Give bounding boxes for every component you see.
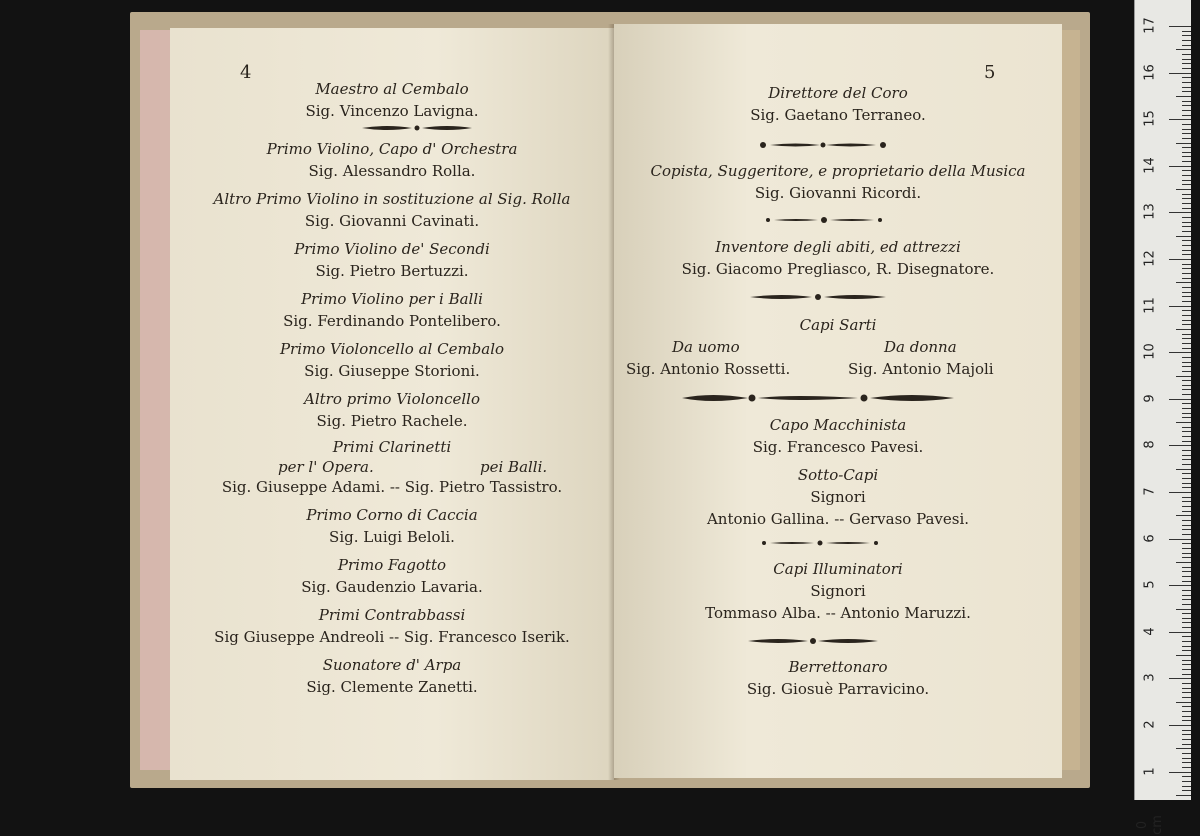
ruler-tick xyxy=(1182,786,1191,787)
ruler-tick xyxy=(1182,408,1191,409)
ruler-tick xyxy=(1182,641,1191,642)
entry-role: Primo Violoncello al Cembalo xyxy=(279,340,505,358)
ruler-tick xyxy=(1182,217,1191,218)
ruler-tick xyxy=(1182,711,1191,712)
ruler-tick xyxy=(1176,49,1191,50)
ruler-number: 6 xyxy=(1142,533,1158,543)
ruler-tick xyxy=(1182,296,1191,297)
ruler-tick xyxy=(1169,492,1191,493)
ornament-divider xyxy=(764,215,884,225)
ruler-tick xyxy=(1182,338,1191,339)
entry-direttore-coro xyxy=(614,82,1062,126)
ruler-tick xyxy=(1182,115,1191,116)
ruler-tick xyxy=(1182,63,1191,64)
clarinetti-title-text: Primi Clarinetti xyxy=(332,438,452,456)
ruler-tick xyxy=(1182,758,1191,759)
ruler-tick xyxy=(1182,268,1191,269)
ruler-tick xyxy=(1182,511,1191,512)
ruler-tick xyxy=(1182,473,1191,474)
ruler-tick xyxy=(1176,189,1191,190)
ruler-tick xyxy=(1182,455,1191,456)
ruler-tick xyxy=(1182,567,1191,568)
ruler-tick xyxy=(1182,105,1191,106)
entry-name: Sig Giuseppe Andreoli -- Sig. Francesco Iserik. xyxy=(214,628,570,646)
ruler-tick xyxy=(1176,329,1191,330)
ruler-tick xyxy=(1182,362,1191,363)
ruler-tick xyxy=(1182,31,1191,32)
entry-name: Sig. Giacomo Pregliasco, R. Disegnatore. xyxy=(681,260,995,278)
ruler-tick xyxy=(1182,478,1191,479)
ruler-tick xyxy=(1176,143,1191,144)
ornament-divider xyxy=(750,292,886,302)
ruler-tick xyxy=(1182,622,1191,623)
ruler-tick xyxy=(1182,417,1191,418)
ruler-tick xyxy=(1182,739,1191,740)
ruler-tick xyxy=(1182,543,1191,544)
entry-corno-caccia xyxy=(170,504,614,548)
ornament-divider xyxy=(760,538,880,548)
ruler-tick xyxy=(1182,320,1191,321)
ruler-tick xyxy=(1182,245,1191,246)
clarinetti-title xyxy=(170,436,614,458)
ruler-tick xyxy=(1182,129,1191,130)
entry-signori: Signori xyxy=(810,582,866,600)
ruler-tick xyxy=(1182,371,1191,372)
entry-violino-secondi xyxy=(170,238,614,282)
ruler-tick xyxy=(1169,73,1191,74)
ruler-tick xyxy=(1182,180,1191,181)
ruler-tick xyxy=(1182,664,1191,665)
ruler-tick xyxy=(1182,590,1191,591)
ruler-tick xyxy=(1182,688,1191,689)
ruler-tick xyxy=(1182,604,1191,605)
ruler-tick xyxy=(1182,520,1191,521)
entry-capo-macchinista xyxy=(614,414,1062,458)
ruler-tick xyxy=(1182,334,1191,335)
entry-arpa xyxy=(170,654,614,698)
ruler-tick xyxy=(1176,376,1191,377)
entry-role: Capi Illuminatori xyxy=(773,560,903,578)
ruler-tick xyxy=(1182,310,1191,311)
ruler-tick xyxy=(1182,133,1191,134)
ruler-tick xyxy=(1176,422,1191,423)
ruler-tick xyxy=(1169,632,1191,633)
entry-violino-balli xyxy=(170,288,614,332)
ruler-tick xyxy=(1182,138,1191,139)
entry-role: Maestro al Cembalo xyxy=(315,80,469,98)
ruler-tick xyxy=(1182,343,1191,344)
ruler-tick xyxy=(1182,54,1191,55)
ruler-tick xyxy=(1182,82,1191,83)
ruler-tick xyxy=(1182,683,1191,684)
ruler-tick xyxy=(1182,636,1191,637)
ruler-tick xyxy=(1169,725,1191,726)
ruler-tick xyxy=(1182,436,1191,437)
ruler-tick xyxy=(1182,184,1191,185)
sarti-name-uomo: Sig. Antonio Rossetti. xyxy=(626,360,791,378)
ruler-number: 0 cm xyxy=(1135,815,1165,836)
ruler-tick xyxy=(1182,762,1191,763)
ruler-tick xyxy=(1182,595,1191,596)
ruler-tick xyxy=(1182,77,1191,78)
ruler-tick xyxy=(1182,459,1191,460)
ruler-tick xyxy=(1176,562,1191,563)
ruler-tick xyxy=(1182,389,1191,390)
entry-role: Altro Primo Violino in sostituzione al Sig. Rolla xyxy=(213,190,571,208)
ruler-tick xyxy=(1182,170,1191,171)
clarinetti-names xyxy=(170,476,614,498)
ruler-number: 16 xyxy=(1142,63,1158,81)
ruler-tick xyxy=(1182,576,1191,577)
ruler-tick xyxy=(1182,497,1191,498)
entry-inventore-abiti xyxy=(614,236,1062,280)
ruler-tick xyxy=(1182,581,1191,582)
ruler-tick xyxy=(1182,744,1191,745)
entry-capi-illuminatori xyxy=(614,558,1062,624)
ruler-tick xyxy=(1176,795,1191,796)
ruler-tick xyxy=(1182,380,1191,381)
ruler-tick xyxy=(1176,515,1191,516)
entry-role: Primi Contrabbassi xyxy=(318,606,466,624)
ruler-tick xyxy=(1182,627,1191,628)
ruler-tick xyxy=(1182,35,1191,36)
ruler-tick xyxy=(1182,529,1191,530)
ruler-tick xyxy=(1182,767,1191,768)
entry-role: Primo Violino, Capo d' Orchestra xyxy=(266,140,518,158)
entry-altro-primo-violino xyxy=(170,188,614,232)
clarinetti-names-text: Sig. Giuseppe Adami. -- Sig. Pietro Tassistro. xyxy=(221,478,563,496)
ruler-tick xyxy=(1182,175,1191,176)
entry-name: Sig. Alessandro Rolla. xyxy=(308,162,476,180)
ruler-number: 4 xyxy=(1142,627,1158,636)
entry-name: Tommaso Alba. -- Antonio Maruzzi. xyxy=(705,604,971,622)
entry-signori: Signori xyxy=(810,488,866,506)
entry-name: Antonio Gallina. -- Gervaso Pavesi. xyxy=(706,510,970,528)
ruler-tick xyxy=(1182,101,1191,102)
ruler-tick xyxy=(1176,748,1191,749)
ruler-tick xyxy=(1182,413,1191,414)
ruler-tick xyxy=(1182,226,1191,227)
ruler-tick xyxy=(1176,96,1191,97)
ruler-tick xyxy=(1182,110,1191,111)
ruler-tick xyxy=(1182,753,1191,754)
ruler-tick xyxy=(1176,702,1191,703)
ornament-divider xyxy=(748,636,878,646)
entry-role: Suonatore d' Arpa xyxy=(322,656,462,674)
ruler-tick xyxy=(1182,147,1191,148)
ruler-number: 14 xyxy=(1142,157,1158,174)
ruler-tick xyxy=(1182,553,1191,554)
ruler-tick xyxy=(1182,91,1191,92)
clarinetti-sub-balli: pei Balli. xyxy=(480,458,548,476)
ruler-tick xyxy=(1182,301,1191,302)
ruler-tick xyxy=(1169,166,1191,167)
ruler-tick xyxy=(1182,669,1191,670)
ruler-tick xyxy=(1176,609,1191,610)
ruler-tick xyxy=(1182,292,1191,293)
ruler-tick xyxy=(1169,26,1191,27)
ruler-number: 15 xyxy=(1142,110,1158,127)
entry-name: Sig. Luigi Beloli. xyxy=(329,528,455,546)
entry-name: Sig. Giovanni Cavinati. xyxy=(304,212,480,230)
ruler-number: 17 xyxy=(1142,17,1158,34)
entry-berrettonaro xyxy=(614,656,1062,700)
ruler-tick xyxy=(1182,231,1191,232)
ruler-tick xyxy=(1182,646,1191,647)
ruler-tick xyxy=(1182,776,1191,777)
ruler-tick xyxy=(1182,730,1191,731)
entry-copista xyxy=(614,160,1062,204)
entry-name: Sig. Giosuè Parravicino. xyxy=(746,680,930,698)
ruler-number: 8 xyxy=(1142,440,1158,450)
ruler-tick xyxy=(1182,650,1191,651)
ruler-tick xyxy=(1182,427,1191,428)
ruler-tick xyxy=(1182,734,1191,735)
entry-role: Copista, Suggeritore, e proprietario della Musica xyxy=(650,162,1026,180)
ruler-tick xyxy=(1182,198,1191,199)
entry-role: Capo Macchinista xyxy=(769,416,907,434)
entry-name: Sig. Vincenzo Lavigna. xyxy=(305,102,479,120)
ruler-tick xyxy=(1169,772,1191,773)
ruler-tick xyxy=(1182,450,1191,451)
entry-primo-violino xyxy=(170,138,614,182)
sarti-sub-donna: Da donna xyxy=(884,338,957,356)
ruler-tick xyxy=(1182,348,1191,349)
ruler-number: 2 xyxy=(1142,720,1158,729)
ruler-tick xyxy=(1182,161,1191,162)
ruler-tick xyxy=(1169,306,1191,307)
ruler-tick xyxy=(1182,273,1191,274)
ruler-tick xyxy=(1169,259,1191,260)
ornament-divider xyxy=(362,123,472,133)
entry-role: Sotto-Capi xyxy=(797,466,879,484)
entry-name: Sig. Pietro Rachele. xyxy=(316,412,468,430)
entry-contrabbassi xyxy=(170,604,614,648)
entry-fagotto xyxy=(170,554,614,598)
ruler-tick xyxy=(1169,119,1191,120)
ruler-tick xyxy=(1182,385,1191,386)
ruler-tick xyxy=(1169,678,1191,679)
ruler-tick xyxy=(1182,194,1191,195)
ruler-tick xyxy=(1182,525,1191,526)
ruler-tick xyxy=(1182,222,1191,223)
ruler-tick xyxy=(1182,240,1191,241)
ruler-tick xyxy=(1182,548,1191,549)
ruler-tick xyxy=(1182,571,1191,572)
ruler-number: 10 xyxy=(1142,343,1158,360)
ruler-number: 1 xyxy=(1142,766,1158,776)
ruler-tick xyxy=(1182,59,1191,60)
ruler-tick xyxy=(1182,431,1191,432)
ruler-tick xyxy=(1182,618,1191,619)
ruler-tick xyxy=(1182,790,1191,791)
entry-role: Primo Corno di Caccia xyxy=(306,506,478,524)
ornament-divider xyxy=(758,140,888,150)
entry-violoncello-cembalo xyxy=(170,338,614,382)
ruler-tick xyxy=(1182,254,1191,255)
entry-role: Primo Violino de' Secondi xyxy=(294,240,490,258)
ruler-tick xyxy=(1182,68,1191,69)
entry-role: Direttore del Coro xyxy=(768,84,908,102)
ruler-tick xyxy=(1182,403,1191,404)
entry-role: Berrettonaro xyxy=(788,658,888,676)
entry-name: Sig. Clemente Zanetti. xyxy=(306,678,478,696)
ruler-tick xyxy=(1182,781,1191,782)
ruler-tick xyxy=(1182,208,1191,209)
ruler-tick xyxy=(1182,152,1191,153)
cover-edge-right xyxy=(1060,30,1080,770)
ruler-tick xyxy=(1182,501,1191,502)
ruler-tick xyxy=(1182,124,1191,125)
entry-name: Sig. Giuseppe Storioni. xyxy=(304,362,480,380)
ruler-tick xyxy=(1182,660,1191,661)
ruler-tick xyxy=(1182,483,1191,484)
ruler-tick xyxy=(1182,40,1191,41)
ruler-number: 5 xyxy=(1142,580,1158,589)
ruler-tick xyxy=(1182,506,1191,507)
ruler-number: 3 xyxy=(1142,673,1158,683)
page-number-right: 5 xyxy=(984,62,996,83)
ruler-tick xyxy=(1182,720,1191,721)
ruler-tick xyxy=(1182,441,1191,442)
ruler-tick xyxy=(1176,655,1191,656)
ruler-tick xyxy=(1169,399,1191,400)
ruler-tick xyxy=(1169,585,1191,586)
measuring-ruler xyxy=(1134,0,1191,836)
ruler-number: 7 xyxy=(1142,487,1158,496)
ruler-number: 9 xyxy=(1142,394,1158,403)
ruler-tick xyxy=(1169,539,1191,540)
entry-name: Sig. Gaudenzio Lavaria. xyxy=(301,578,483,596)
entry-role: Primo Fagotto xyxy=(337,556,447,574)
ruler-tick xyxy=(1182,366,1191,367)
ornament-divider xyxy=(682,392,954,404)
ruler-tick xyxy=(1176,469,1191,470)
ruler-tick xyxy=(1182,464,1191,465)
left-page xyxy=(170,28,614,780)
entry-name: Sig. Giovanni Ricordi. xyxy=(754,184,922,202)
ruler-tick xyxy=(1176,282,1191,283)
ruler-tick xyxy=(1182,287,1191,288)
entry-role: Inventore degli abiti, ed attrezzi xyxy=(715,238,961,256)
ruler-tick xyxy=(1182,706,1191,707)
entry-sotto-capi xyxy=(614,464,1062,530)
ruler-number: 11 xyxy=(1142,296,1158,314)
ruler-tick xyxy=(1182,87,1191,88)
entry-name: Sig. Francesco Pavesi. xyxy=(752,438,924,456)
ruler-tick xyxy=(1182,250,1191,251)
entry-name: Sig. Ferdinando Pontelibero. xyxy=(283,312,501,330)
sarti-sub-uomo: Da uomo xyxy=(672,338,740,356)
ruler-tick xyxy=(1182,264,1191,265)
ruler-number: 13 xyxy=(1142,203,1158,221)
ruler-tick xyxy=(1182,156,1191,157)
right-page xyxy=(614,24,1062,778)
sarti-title-text: Capi Sarti xyxy=(799,316,877,334)
ruler-tick xyxy=(1169,445,1191,446)
clarinetti-sub-opera: per l' Opera. xyxy=(278,458,374,476)
ruler-tick xyxy=(1169,212,1191,213)
ruler-tick xyxy=(1182,487,1191,488)
entry-name: Sig. Pietro Bertuzzi. xyxy=(315,262,469,280)
ruler-tick xyxy=(1182,394,1191,395)
ruler-number: 12 xyxy=(1142,250,1158,267)
entry-role: Primo Violino per i Balli xyxy=(301,290,483,308)
sarti-title xyxy=(614,314,1062,336)
page-number-left: 4 xyxy=(240,62,252,83)
entry-role: Altro primo Violoncello xyxy=(303,390,480,408)
ruler-tick xyxy=(1169,352,1191,353)
ruler-tick xyxy=(1182,278,1191,279)
ruler-tick xyxy=(1182,315,1191,316)
ruler-tick xyxy=(1182,557,1191,558)
ruler-tick xyxy=(1182,674,1191,675)
ruler-tick xyxy=(1182,357,1191,358)
ruler-tick xyxy=(1182,324,1191,325)
ruler-tick xyxy=(1182,697,1191,698)
ruler-tick xyxy=(1176,236,1191,237)
entry-altro-violoncello xyxy=(170,388,614,432)
ruler-tick xyxy=(1182,692,1191,693)
ruler-tick xyxy=(1182,45,1191,46)
ruler-tick xyxy=(1182,203,1191,204)
sarti-name-donna: Sig. Antonio Majoli xyxy=(848,360,994,378)
entry-name: Sig. Gaetano Terraneo. xyxy=(750,106,926,124)
ruler-tick xyxy=(1182,599,1191,600)
entry-maestro-cembalo xyxy=(170,78,614,122)
ruler-tick xyxy=(1182,716,1191,717)
ruler-tick xyxy=(1182,534,1191,535)
ruler-tick xyxy=(1182,613,1191,614)
